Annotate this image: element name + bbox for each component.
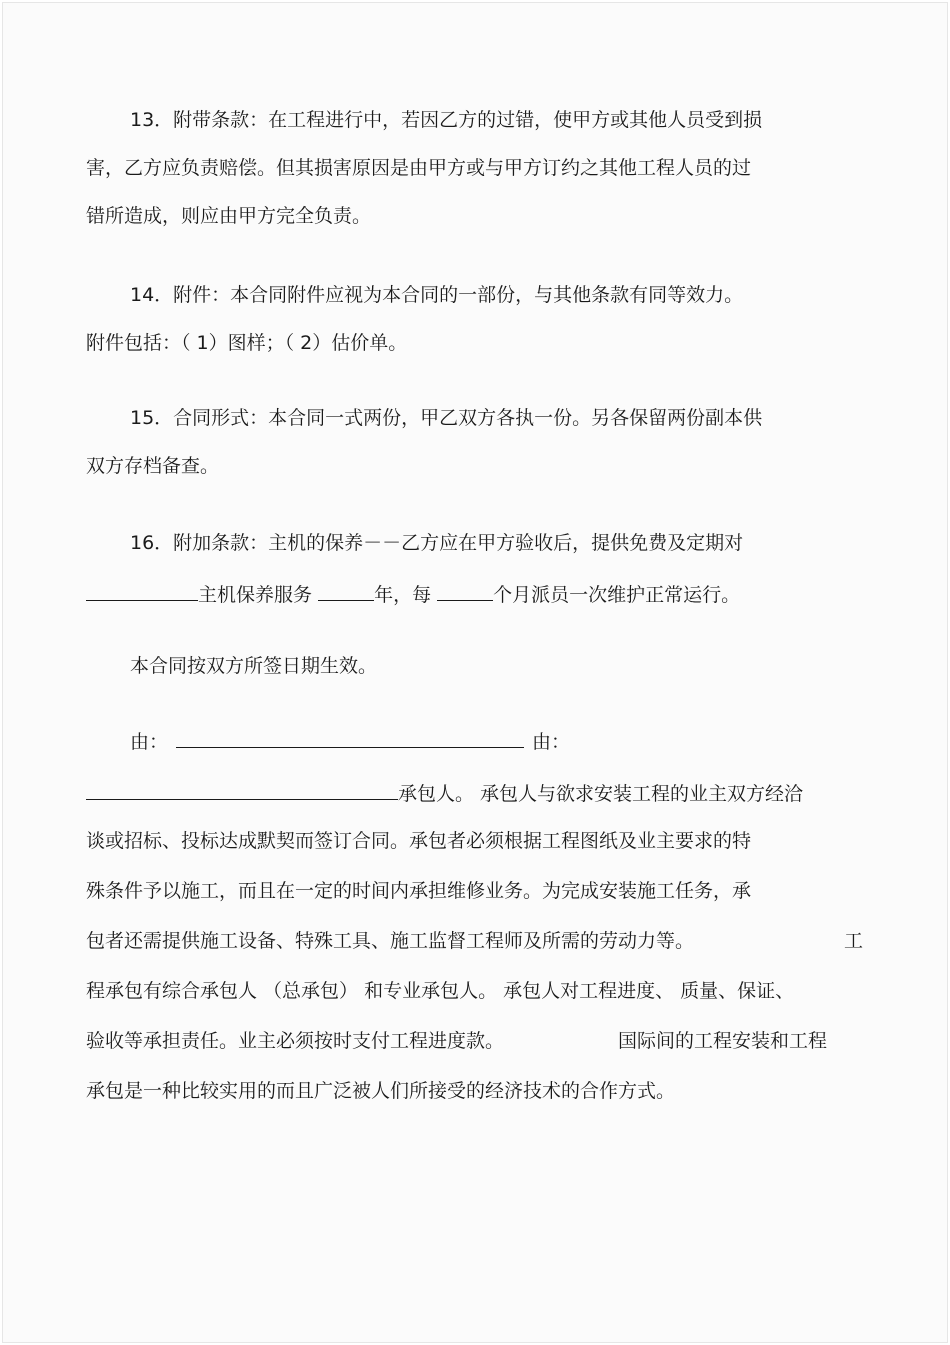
clause-14-line-2: 附件包括：（ 1）图样；（ 2）估价单。 [86,332,408,354]
clause-16-line-2 [86,582,740,607]
blank-equipment [86,582,198,601]
clause-15-line-2: 双方存档备查。 [86,455,220,477]
intro-line-6: 验收等承担责任。业主必须按时支付工程进度款。 [86,1030,505,1052]
intro-line-2: 谈或招标、投标达成默契而签订合同。承包者必须根据工程图纸及业主要求的特 [86,830,752,852]
signature-label-b: 由： [532,731,571,753]
signature-label-a: 由： [130,731,169,753]
intro-line-4: 包者还需提供施工设备、特殊工具、施工监督工程师及所需的劳动力等。 [86,930,695,952]
intro-line-7: 承包是一种比较实用的而且广泛被人们所接受的经济技术的合作方式。 [86,1080,676,1102]
clause-16-month-text: 个月派员一次维护正常运行。 [493,584,741,606]
effective-statement: 本合同按双方所签日期生效。 [130,655,378,677]
clause-13-line-2: 害，乙方应负责赔偿。但其损害原因是由甲方或与甲方订约之其他工程人员的过 [86,157,752,179]
clause-13-line-3: 错所造成，则应由甲方完全负责。 [86,205,372,227]
clause-16-line-1: 16．附加条款：主机的保养－－乙方应在甲方验收后，提供免费及定期对 [130,532,744,554]
clause-13-line-1: 13．附带条款：在工程进行中，若因乙方的过错，使甲方或其他人员受到损 [130,109,763,131]
intro-line-5: 程承包有综合承包人 （总承包） 和专业承包人。 承包人对工程进度、 质量、保证、 [86,980,795,1002]
intro-line-1-text: 承包人。 承包人与欲求安装工程的业主双方经洽 [398,783,804,805]
signature-line [130,729,570,754]
blank-party-name [86,781,398,800]
intro-line-6-tail: 国际间的工程安装和工程 [618,1030,828,1052]
blank-years [318,582,374,601]
clause-16-year-text: 年，每 [374,584,432,606]
signature-blank [176,729,524,748]
intro-line-3: 殊条件予以施工，而且在一定的时间内承担维修业务。为完成安装施工任务，承 [86,880,752,902]
intro-line-1 [86,781,803,806]
clause-14-line-1: 14．附件：本合同附件应视为本合同的一部份，与其他条款有同等效力。 [130,284,744,306]
intro-line-4-tail: 工 [844,930,864,952]
clause-15-line-1: 15．合同形式：本合同一式两份，甲乙双方各执一份。另各保留两份副本供 [130,407,763,429]
clause-16-service-text: 主机保养服务 [198,584,313,606]
blank-months [437,582,493,601]
